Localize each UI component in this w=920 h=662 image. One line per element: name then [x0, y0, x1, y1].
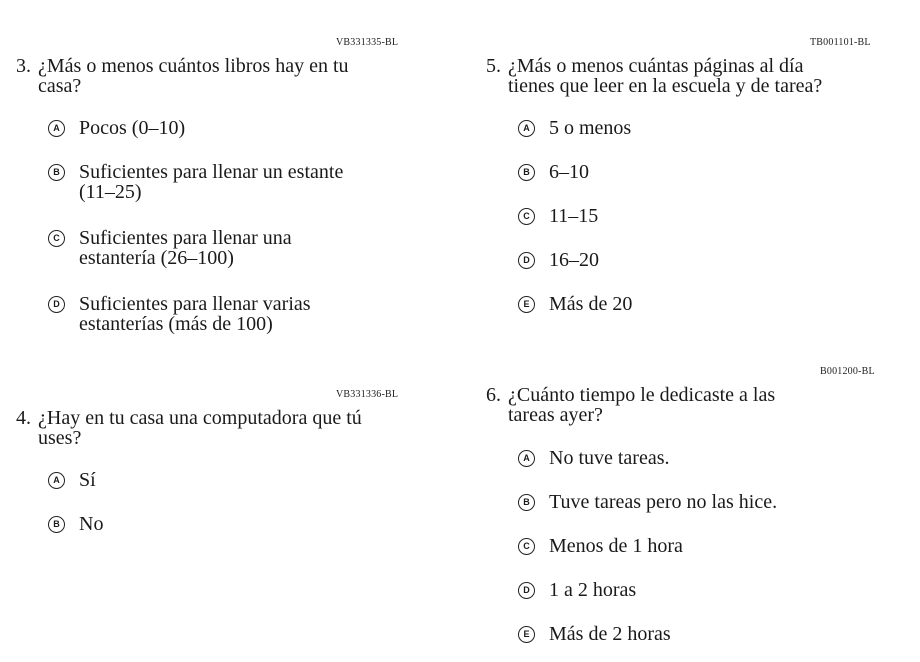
question-3-option-c[interactable]	[48, 228, 292, 268]
question-3-code: VB331335-BL	[336, 37, 399, 48]
question-6-code: B001200-BL	[820, 366, 875, 377]
option-line: No	[79, 513, 104, 535]
question-5-option-e[interactable]	[518, 294, 632, 314]
question-6-line-2: tareas ayer?	[508, 404, 603, 426]
question-6-option-d[interactable]	[518, 580, 636, 600]
answer-bubble-icon[interactable]: B	[518, 494, 535, 511]
question-5-option-c[interactable]	[518, 206, 598, 226]
option-line: 5 o menos	[549, 117, 632, 139]
option-line: 11–15	[549, 205, 599, 227]
question-5-line-2: tienes que leer en la escuela y de tarea?	[508, 75, 823, 97]
option-line: Menos de 1 hora	[549, 535, 683, 557]
option-line: (11–25)	[79, 181, 142, 203]
question-4-line-1: ¿Hay en tu casa una computadora que tú	[38, 407, 362, 429]
question-4-number: 4.	[16, 407, 31, 429]
question-6-text	[486, 385, 916, 425]
question-3-option-b[interactable]	[48, 162, 343, 202]
option-line: 1 a 2 horas	[549, 579, 637, 601]
option-line: No tuve tareas.	[549, 447, 670, 469]
answer-bubble-icon[interactable]: C	[518, 208, 535, 225]
option-line: estantería (26–100)	[79, 247, 234, 269]
answer-bubble-icon[interactable]: C	[518, 538, 535, 555]
question-4-code: VB331336-BL	[336, 389, 399, 400]
question-5-option-d[interactable]	[518, 250, 599, 270]
question-5-option-b[interactable]	[518, 162, 589, 182]
answer-bubble-icon[interactable]: B	[518, 164, 535, 181]
answer-bubble-icon[interactable]: A	[518, 120, 535, 137]
option-line: Más de 2 horas	[549, 623, 671, 645]
answer-bubble-icon[interactable]: E	[518, 626, 535, 643]
question-5-text	[486, 56, 916, 96]
answer-bubble-icon[interactable]: C	[48, 230, 65, 247]
answer-bubble-icon[interactable]: D	[518, 582, 535, 599]
question-3-number: 3.	[16, 55, 31, 77]
question-3-option-a[interactable]	[48, 118, 185, 138]
answer-bubble-icon[interactable]: A	[48, 472, 65, 489]
question-3-text	[16, 56, 436, 96]
option-line: Más de 20	[549, 293, 633, 315]
answer-bubble-icon[interactable]: E	[518, 296, 535, 313]
question-6-option-e[interactable]	[518, 624, 671, 644]
question-3-line-2: casa?	[38, 75, 82, 97]
question-5-code: TB001101-BL	[810, 37, 871, 48]
answer-bubble-icon[interactable]: D	[518, 252, 535, 269]
question-5-option-a[interactable]	[518, 118, 631, 138]
option-line: Sí	[79, 469, 96, 491]
option-line: 6–10	[549, 161, 589, 183]
answer-bubble-icon[interactable]: B	[48, 516, 65, 533]
question-5-number: 5.	[486, 55, 501, 77]
question-6-option-c[interactable]	[518, 536, 683, 556]
option-line: Suficientes para llenar varias	[79, 293, 311, 315]
question-3-option-d[interactable]	[48, 294, 311, 334]
question-4-option-b[interactable]	[48, 514, 103, 534]
option-line: Suficientes para llenar una	[79, 227, 292, 249]
option-line: Suficientes para llenar un estante	[79, 161, 344, 183]
option-line: estanterías (más de 100)	[79, 313, 273, 335]
question-4-option-a[interactable]	[48, 470, 96, 490]
answer-bubble-icon[interactable]: B	[48, 164, 65, 181]
question-6-option-a[interactable]	[518, 448, 670, 468]
question-6-line-1: ¿Cuánto tiempo le dedicaste a las	[508, 384, 776, 406]
answer-bubble-icon[interactable]: A	[518, 450, 535, 467]
question-4-text	[16, 408, 436, 448]
question-3-line-1: ¿Más o menos cuántos libros hay en tu	[38, 55, 349, 77]
answer-bubble-icon[interactable]: D	[48, 296, 65, 313]
option-line: Tuve tareas pero no las hice.	[549, 491, 778, 513]
option-line: Pocos (0–10)	[79, 117, 186, 139]
option-line: 16–20	[549, 249, 599, 271]
question-4-line-2: uses?	[38, 427, 82, 449]
question-6-option-b[interactable]	[518, 492, 777, 512]
question-5-line-1: ¿Más o menos cuántas páginas al día	[508, 55, 804, 77]
answer-bubble-icon[interactable]: A	[48, 120, 65, 137]
question-6-number: 6.	[486, 384, 501, 406]
